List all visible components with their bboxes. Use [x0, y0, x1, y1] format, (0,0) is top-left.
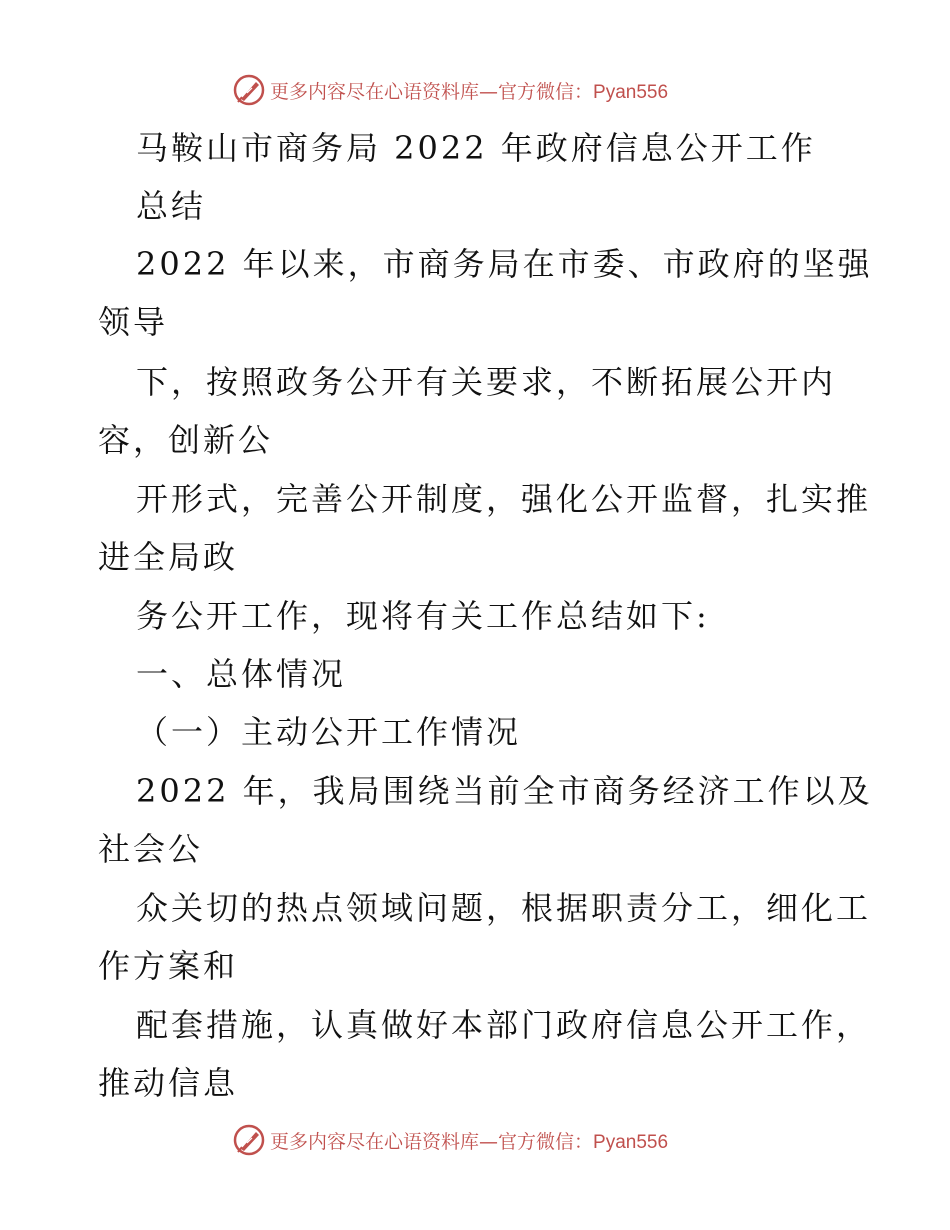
quill-pen-logo-icon [232, 1123, 266, 1157]
paragraph-line: 配套措施，认真做好本部门政府信息公开工作， [136, 1006, 872, 1044]
watermark-banner-bottom [232, 1122, 668, 1158]
paragraph-line: 进全局政 [98, 538, 239, 576]
section-heading: 一、总体情况 [136, 655, 347, 693]
paragraph-line: 2022 年以来，市商务局在市委、市政府的坚强 [136, 245, 873, 283]
paragraph-line: 推动信息 [98, 1064, 239, 1102]
watermark-text: 更多内容尽在心语资料库—官方微信：Pyan556 [270, 1130, 669, 1153]
paragraph-line: 下，按照政务公开有关要求，不断拓展公开内 [136, 363, 837, 401]
watermark-text: 更多内容尽在心语资料库—官方微信：Pyan556 [270, 80, 669, 103]
paragraph-line: 领导 [98, 303, 169, 341]
paragraph-line: 作方案和 [98, 947, 239, 985]
document-title-line: 马鞍山市商务局 2022 年政府信息公开工作 [136, 129, 816, 167]
paragraph-line: 容，创新公 [98, 421, 274, 459]
paragraph-line: 务公开工作，现将有关工作总结如下: [136, 597, 710, 635]
document-title-line: 总结 [136, 187, 207, 225]
paragraph-line: 开形式，完善公开制度，强化公开监督，扎实推 [136, 480, 872, 518]
paragraph-line: 众关切的热点领域问题，根据职责分工，细化工 [136, 889, 872, 927]
subsection-heading: （一）主动公开工作情况 [136, 713, 522, 751]
paragraph-line: 社会公 [98, 830, 204, 868]
paragraph-line: 2022 年，我局围绕当前全市商务经济工作以及 [136, 772, 873, 810]
